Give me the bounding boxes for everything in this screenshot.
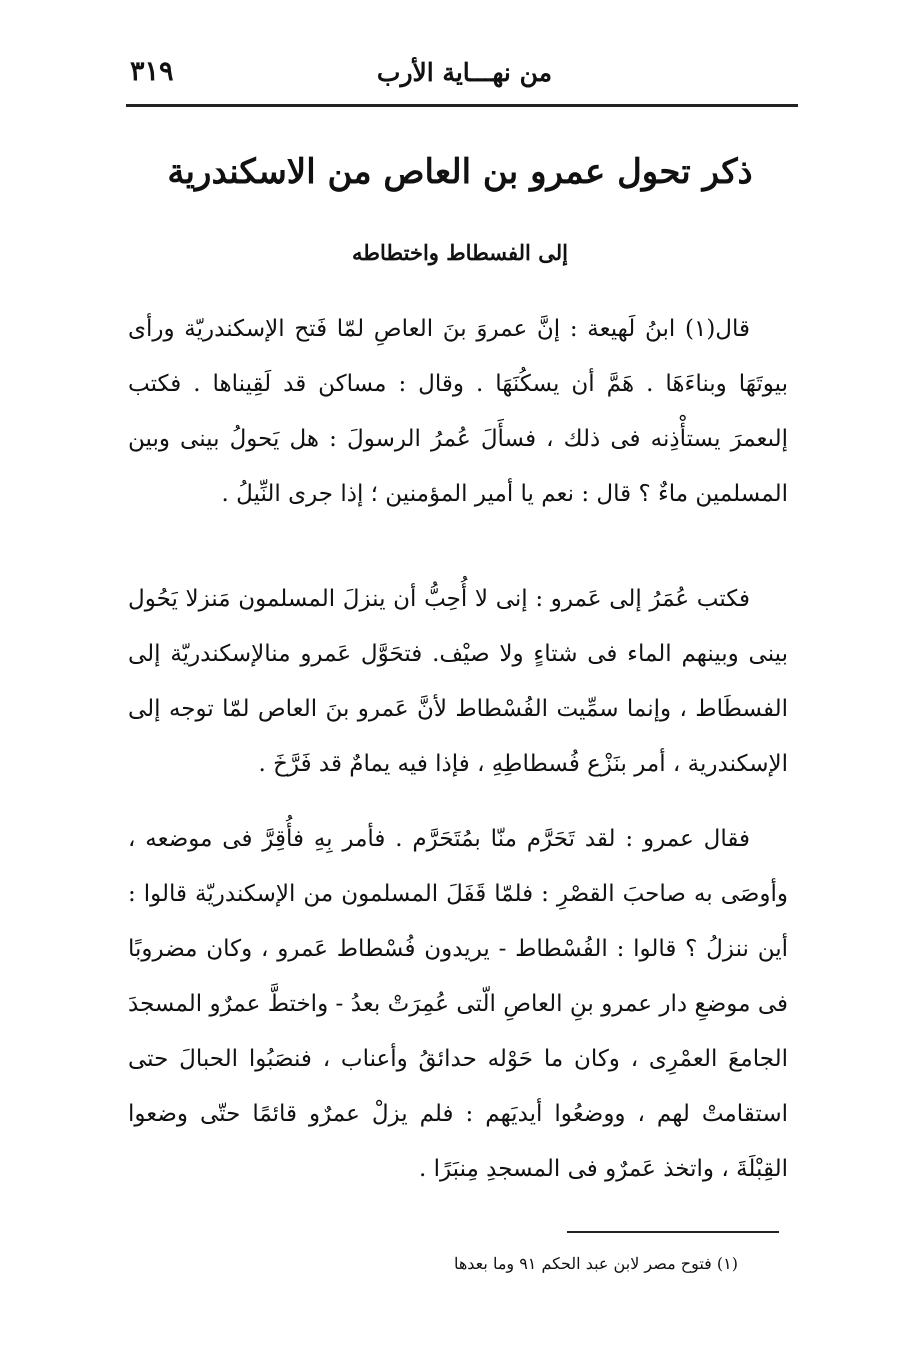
footnote: (١) فتوح مصر لابن عبد الحكم ٩١ وما بعدها [453, 1254, 738, 1273]
header-rule [126, 104, 798, 107]
chapter-title: ذكر تحول عمرو بن العاص من الاسكندرية [167, 152, 753, 192]
page-header [120, 52, 800, 96]
paragraph-2: فكتب عُمَرُ إلى عَمرو : إنى لا أُحِبُّ أن ينزلَ المسلمون مَنزلا يَحُول بينى وبينهم الماء فى شتاءٍ ولا صيْف. فتحَوَّل عَمرو منالإسكندريّة إلى الفسطَاط ، وإنما سمِّيت الفُسْطاط لأنَّ عَمرو بنَ العاص لمّا توجه إلى الإسكندرية ، أمر بنَزْع فُسطاطِهِ ، فإذا فيه يمامٌ قد فَرَّخَ . [128, 586, 788, 777]
paragraph-3: فقال عمرو : لقد تَحَرَّم منّا بمُتَحَرَّم . فأمر بِهِ فأُقِرَّ فى موضعه ، وأوصَى به صاحبَ القصْرِ : فلمّا قَفَلَ المسلمون من الإسكندريّة قالوا : أين ننزلُ ؟ قالوا : الفُسْطاط - يريدون فُسْطاط عَمرو ، وكان مضروبًا فى موضعِ دار عمرو بنِ العاصِ الّتى عُمِرَتْ بعدُ - واختطَّ عمرٌو المسجدَ الجامعَ العمْرِى ، وكان ما حَوْله حدائقُ وأعناب ، فنصَبُوا الحبالَ حتى استقامتْ لهم ، ووضعُوا أيديَهم : فلم يزلْ عمرٌو قائمًا حتّى وضعوا القِبْلَةَ ، واتخذ عَمرٌو فى المسجدِ مِنبَرًا . [128, 826, 788, 1182]
page-number: ٣١٩ [130, 56, 174, 87]
paragraph-1: قال(١) ابنُ لَهيعة : إنَّ عمروَ بنَ العاصِ لمّا فَتح الإسكندريّة ورأى بيوتَهَا وبناءَهَا . هَمَّ أن يسكُنَهَا . وقال : مساكن قد لَقِيناها . فكتب إلىعمرَ يستأْذِنه فى ذلك ، فسأَلَ عُمرُ الرسولَ : هل يَحولُ بينى وبين المسلمين ماءٌ ؟ قال : نعم يا أمير المؤمنين ؛ إذا جرى النِّيلُ . [128, 316, 788, 507]
footnote-rule [567, 1231, 779, 1233]
running-title: من نهـــاية الأرب [376, 58, 552, 87]
chapter-subtitle: إلى الفسطاط واختطاطه [352, 240, 568, 265]
